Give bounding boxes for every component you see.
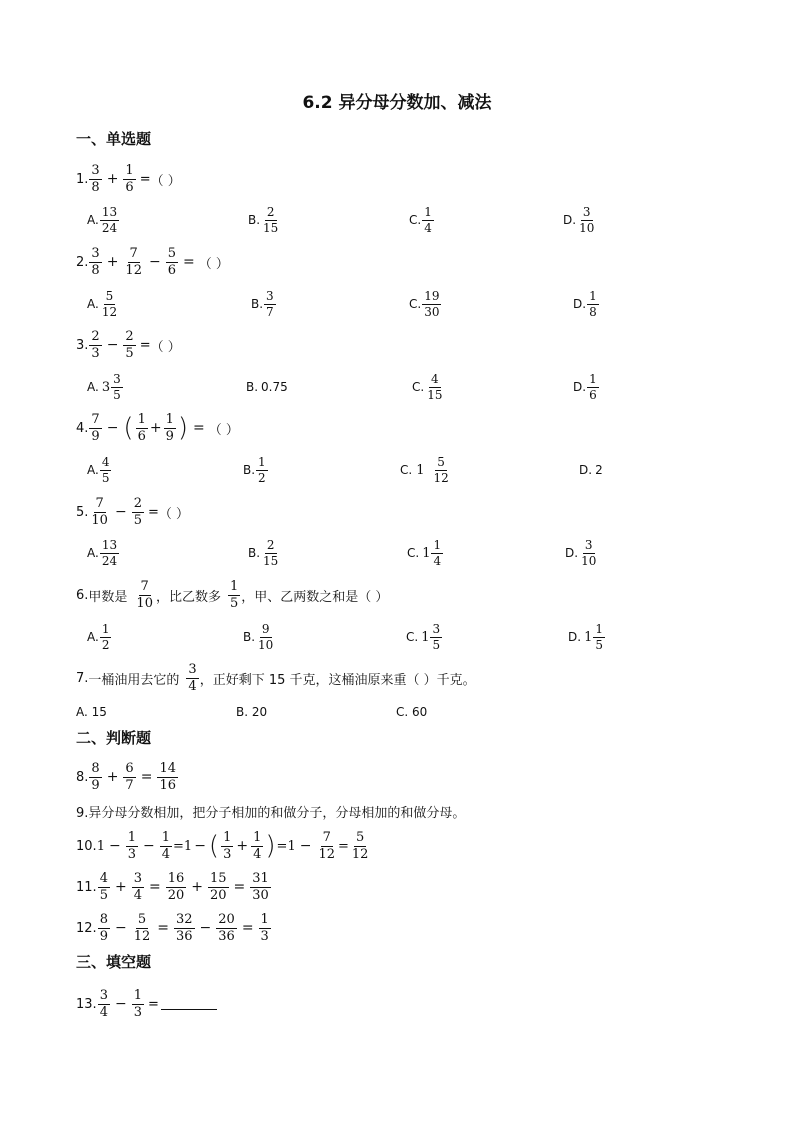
q1-option-c[interactable]: C. 1 4 [409,204,432,235]
q6-option-c[interactable]: C. 1 3 5 [406,621,441,652]
question-9: 9.异分母分数相加，把分子相加的和做分子，分母相加的和做分母。 [76,805,466,821]
page-title: 6.2 异分母分数加、减法 [302,93,492,113]
q6-option-a[interactable]: A. 1 2 [87,621,110,652]
section-heading-single-choice: 一、单选题 [76,130,152,148]
question-number: 1. [76,171,89,187]
q4-option-a[interactable]: A. 4 5 [87,454,110,485]
q1-option-d[interactable]: D. 3 10 [563,204,595,235]
q1-option-a[interactable]: A. 13 24 [87,204,118,235]
question-4: 4. 7 9 − ( 1 6 + $\frac{1}{9}$ ) = （ ） [76,411,239,444]
section-heading-true-false: 二、判断题 [76,729,152,747]
q2-option-c[interactable]: C. 19 30 [409,288,440,319]
q3-option-b[interactable]: B. 0.75 [246,380,288,394]
q6-option-b[interactable]: B. 9 10 [243,621,274,652]
answer-paren: （ ） [150,173,181,189]
q2-option-a[interactable]: A. 5 12 [87,288,118,319]
q4-option-b[interactable]: B. 1 2 [243,454,266,485]
question-1 [76,162,181,196]
q3-option-a[interactable]: A. 3 3 5 [87,371,121,402]
q3-option-c[interactable]: C. 4 15 [412,371,443,402]
answer-blank[interactable] [161,999,217,1010]
equals-sign: = [139,171,151,187]
question-13: 13. 3 4 − $\frac{1}{3}$ = [76,987,217,1021]
q5-option-c[interactable]: C. 1 1 4 [407,537,442,568]
q2-option-d[interactable]: D. 1 8 [573,288,597,319]
question-2: 2. 3 8 + $\frac{7}{12}$ − $\frac{5}{6}$ = （ ） [76,245,229,278]
q6-option-d[interactable]: D. 1 1 5 [568,621,603,652]
fraction: $\frac{1}{6}$ [125,162,134,195]
q1-option-b[interactable]: B. 2 15 [248,204,279,235]
section-heading-fill-in: 三、填空题 [76,953,152,971]
question-11: 11. 4 5 + $\frac{3}{4}$ = $\frac{16}{20}$ + $\frac{15}{20}$ = $\frac{31}{30}$ [76,870,269,903]
q4-option-d[interactable]: D. 2 [579,463,603,477]
q7-option-c[interactable]: C. 60 [396,705,428,719]
plus-sign: + [106,171,119,187]
q4-option-c[interactable]: C. 1 5 12 [400,454,449,485]
q7-option-b[interactable]: B. 20 [236,705,268,719]
q5-option-d[interactable]: D. 3 10 [565,537,597,568]
q3-option-d[interactable]: D. 1 6 [573,371,597,402]
question-12: 12. 8 9 − $\frac{5}{12}$ = $\frac{32}{36}$ − $\frac{20}{36}$ = $\frac{1}{3}$ [76,911,269,944]
question-6: 6. 甲数是 7 10 ，比乙数多 1 5 ，甲、乙两数之和是（ ） [76,578,389,611]
question-8: 8. 8 9 + $\frac{6}{7}$ = $\frac{14}{16}$ [76,760,176,793]
q7-option-a[interactable]: A. 15 [76,705,107,719]
question-5: 5. 7 10 − $\frac{2}{5}$ = （ ） [76,495,190,528]
question-10: 10. 1 − $\frac{1}{3}$ − $\frac{1}{4}$ = 1 − ( 1 3 + $\frac{1}{4}$ ) = 1 − $\frac{7}{12}$ = $\frac{5}{12}$ [76,829,369,862]
question-3: 3. 2 3 − $\frac{2}{5}$ = （ ） [76,328,181,361]
q5-option-a[interactable]: A. 13 24 [87,537,118,568]
question-7: 7. 一桶油用去它的 3 4 ，正好剩下 15 千克，这桶油原来重（ ）千克。 [76,661,476,694]
q5-option-b[interactable]: B. 2 15 [248,537,279,568]
q2-option-b[interactable]: B. 3 7 [251,288,274,319]
fraction: 3 8 [91,162,100,195]
